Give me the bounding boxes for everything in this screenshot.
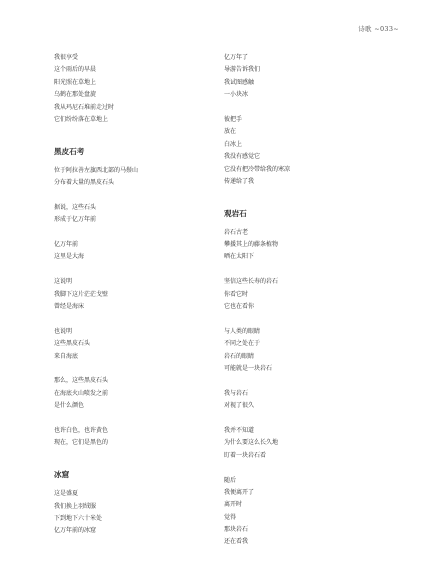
stanza-gap <box>54 126 224 138</box>
stanza-gap <box>224 462 394 474</box>
stanza-gap <box>54 450 224 462</box>
poem-line: 我并不知道 <box>224 426 255 434</box>
poem-title: 黑皮石考 <box>54 146 85 156</box>
poem-line: 据说，这些石头 <box>54 203 97 211</box>
poem-line: 那块岩石 <box>224 526 249 534</box>
poem-line: 阳光照在草地上 <box>54 78 97 86</box>
poem-line: 位于阿拉善左旗西北部的马鬃山 <box>54 166 139 174</box>
poem-line: 那么，这些黑皮石头 <box>54 377 109 385</box>
poem-line: 白冰上 <box>224 140 243 148</box>
stanza-gap <box>54 190 224 202</box>
poem-line: 还在看我 <box>224 538 249 546</box>
right-column <box>224 52 394 549</box>
poem-line: 它没有把冷带给我的寒凉 <box>224 165 291 173</box>
poem-line: 我很享受 <box>54 54 79 61</box>
poem-line: 这里是大海 <box>54 253 85 261</box>
stanza-gap <box>224 375 394 387</box>
poem-line: 它们纷纷落在草地上 <box>54 115 109 123</box>
poem-line: 曾经是海床 <box>54 303 85 311</box>
poem-line: 这说明 <box>54 278 73 286</box>
poem-line: 我便离开了 <box>224 488 255 496</box>
poem-line: 分布着大量的黑皮石头 <box>54 179 115 187</box>
poem-line: 岩石的眼睛 <box>224 352 255 360</box>
stanza-gap <box>224 102 394 114</box>
poem-line: 我与岩石 <box>224 389 249 397</box>
poem-line: 攀援其上的藤条植物 <box>224 241 279 249</box>
stanza-gap <box>54 227 224 239</box>
poem-line: 你看它时 <box>224 290 249 298</box>
left-column <box>54 52 224 538</box>
poem-line: 这个雨后的早晨 <box>54 66 97 74</box>
poem-line: 我从玛尼石堆前走过时 <box>54 103 115 111</box>
poem-line: 为什么要这么长久地 <box>224 439 279 447</box>
poem-line: 亿万年前 <box>54 241 79 249</box>
poem-line: 坚信这些长寿的岩石 <box>224 278 279 286</box>
poem-line: 下到地下六十米处 <box>54 514 103 522</box>
poem-line: 随后 <box>224 476 237 484</box>
poem-line: 我们换上羽绒服 <box>54 502 97 510</box>
poem-line: 现在，它们是黑色的 <box>54 439 109 447</box>
poem-line: 不同之处在于 <box>224 340 261 348</box>
poem-line: 彼把手 <box>224 115 243 123</box>
poem-line: 这些黑皮石头 <box>54 340 91 348</box>
poem-title: 观岩石 <box>224 208 247 218</box>
stanza-gap <box>54 413 224 425</box>
poem-line: 与人类的眼睛 <box>224 327 261 335</box>
poem-line: 亿万年了 <box>224 54 249 61</box>
poem-line: 传递给了我 <box>224 177 255 185</box>
poem-line: 这是盛夏 <box>54 490 79 498</box>
poem-line: 觉得 <box>224 513 237 521</box>
poem-line: 亿万年前的冰窟 <box>54 527 97 535</box>
poem-line: 我没有感觉它 <box>224 153 261 161</box>
poem-line: 盯着一块岩石看 <box>224 451 267 459</box>
poem-line: 是什么颜色 <box>54 402 85 410</box>
poem-line: 岩石古老 <box>224 228 249 236</box>
poem-line: 也许白色，也许黄色 <box>54 426 109 434</box>
page-header: 诗歌 ~033~ <box>358 25 399 33</box>
poem-line: 放在 <box>224 128 237 136</box>
poem-title: 冰窟 <box>54 470 70 480</box>
poem-line: 它也在看你 <box>224 303 255 311</box>
stanza-gap <box>224 188 394 200</box>
poem-line: 我试图感触 <box>224 78 255 86</box>
poem-line: 晒在太阳下 <box>224 253 255 261</box>
stanza-gap <box>224 264 394 276</box>
poem-line: 来自海底 <box>54 352 79 360</box>
poem-line: 在海底火山喷发之前 <box>54 389 109 397</box>
poem-line: 离开时 <box>224 501 243 509</box>
poem-line: 对视了很久 <box>224 402 255 410</box>
poem-line: 乌鹤在那处盘旋 <box>54 91 97 99</box>
stanza-gap <box>54 313 224 325</box>
stanza-gap <box>224 413 394 425</box>
stanza-gap <box>54 363 224 375</box>
poem-line: 形成于亿万年前 <box>54 216 97 224</box>
poem-line: 导游告诉我们 <box>224 66 261 74</box>
stanza-gap <box>54 264 224 276</box>
poem-line: 可能就是一块岩石 <box>224 364 273 372</box>
poem-line: 一小块冰 <box>224 91 249 99</box>
stanza-gap <box>224 313 394 325</box>
poem-line: 也说明 <box>54 327 73 335</box>
poem-line: 我脚下这片茫茫戈壁 <box>54 290 109 298</box>
